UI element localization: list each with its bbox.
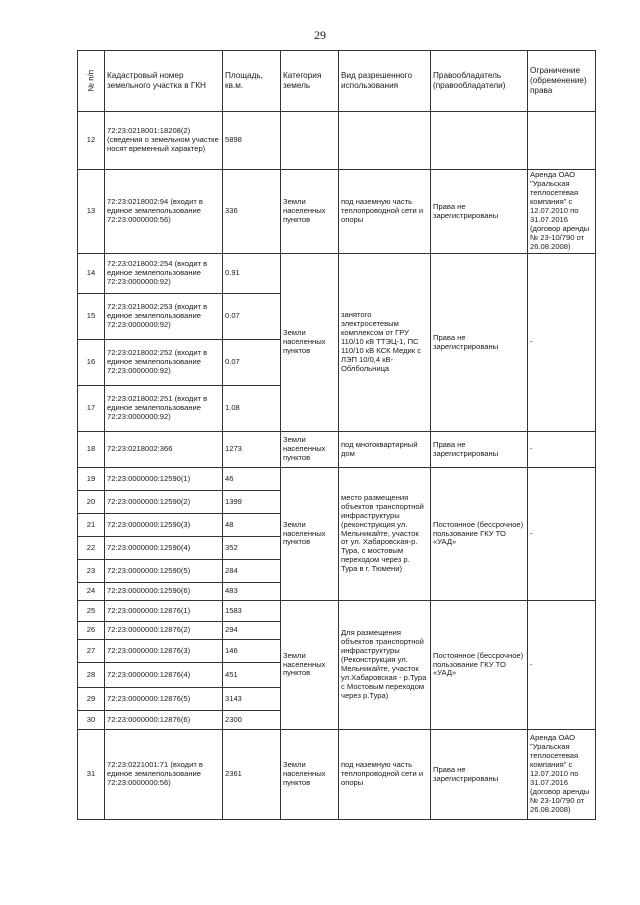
cadastral-number: 72:23:0000000:12876(4) xyxy=(105,663,223,688)
row-num: 24 xyxy=(78,583,105,601)
holder-cell xyxy=(431,112,528,170)
cadastral-number: 72:23:0218002:252 (входит в единое землепользование 72:23:0000000:92) xyxy=(105,340,223,386)
row-num: 27 xyxy=(78,640,105,663)
area-value: 3143 xyxy=(223,688,281,711)
area-value: 1583 xyxy=(223,601,281,622)
row-num: 25 xyxy=(78,601,105,622)
row-num: 22 xyxy=(78,537,105,560)
table-row xyxy=(78,170,596,254)
cadastral-number: 72:23:0218002:94 (входит в единое землепользование 72:23:0000000:56) xyxy=(105,170,223,254)
use-cell: Для размещения объектов транспортной инфраструктуры (Реконструкция ул. Мельникайте, участок ул.Хабаровская - р.Тура с Мостовым переходом через р.Тура) xyxy=(339,601,431,730)
use-cell: занятого электросетевым комплексом от ГРУ 110/10 кВ ТТЭЦ-1, ПС 110/10 кВ КСК Медик с ЛЭП 10/0,4 кВ-Облбольница xyxy=(339,254,431,432)
cadastral-number: 72:23:0000000:12590(6) xyxy=(105,583,223,601)
table-row xyxy=(78,112,596,170)
row-num: 12 xyxy=(78,112,105,170)
category-cell xyxy=(281,112,339,170)
area-value: 483 xyxy=(223,583,281,601)
cadastral-number: 72:23:0218002:253 (входит в единое землепользование 72:23:0000000:92) xyxy=(105,294,223,340)
cadastral-number: 72:23:0000000:12876(5) xyxy=(105,688,223,711)
table-row xyxy=(78,468,596,491)
table-row xyxy=(78,254,596,294)
restriction-cell: - xyxy=(528,468,596,601)
cadastral-number: 72:23:0000000:12590(2) xyxy=(105,491,223,514)
cadastral-number: 72:23:0000000:12876(1) xyxy=(105,601,223,622)
cadastral-number: 72:23:0218002:366 xyxy=(105,432,223,468)
row-num: 26 xyxy=(78,622,105,640)
area-value: 2300 xyxy=(223,711,281,730)
header-cadastral: Кадастровый номер земельного участка в ГКН xyxy=(105,51,223,112)
row-num: 21 xyxy=(78,514,105,537)
use-cell: под наземную часть теплопроводной сети и опоры xyxy=(339,170,431,254)
row-num: 15 xyxy=(78,294,105,340)
cadastral-number: 72:23:0218001:18208(2) (сведения о земельном участке носят временный характер) xyxy=(105,112,223,170)
header-use: Вид разрешенного использования xyxy=(339,51,431,112)
holder-cell: Права не зарегистрированы xyxy=(431,730,528,820)
holder-cell: Права не зарегистрированы xyxy=(431,170,528,254)
restriction-cell xyxy=(528,112,596,170)
area-value: 46 xyxy=(223,468,281,491)
area-value: 146 xyxy=(223,640,281,663)
category-cell: Земли населенных пунктов xyxy=(281,730,339,820)
table-header-row xyxy=(78,51,596,112)
row-num: 16 xyxy=(78,340,105,386)
row-num: 28 xyxy=(78,663,105,688)
area-value: 352 xyxy=(223,537,281,560)
area-value: 2361 xyxy=(223,730,281,820)
cadastral-number: 72:23:0000000:12876(3) xyxy=(105,640,223,663)
area-value: 0.07 xyxy=(223,294,281,340)
cadastral-number: 72:23:0218002:254 (входит в единое землепользование 72:23:0000000:92) xyxy=(105,254,223,294)
cadastral-number: 72:23:0218002:251 (входит в единое землепользование 72:23:0000000:92) xyxy=(105,386,223,432)
row-num: 29 xyxy=(78,688,105,711)
category-cell: Земли населенных пунктов xyxy=(281,432,339,468)
holder-cell: Постоянное (бессрочное) пользование ГКУ ТО «УАД» xyxy=(431,468,528,601)
category-cell: Земли населенных пунктов xyxy=(281,468,339,601)
header-restriction: Ограничение (обременение) права xyxy=(528,51,596,112)
area-value: 451 xyxy=(223,663,281,688)
header-category: Категория земель xyxy=(281,51,339,112)
cadastral-number: 72:23:0000000:12590(3) xyxy=(105,514,223,537)
cadastral-number: 72:23:0000000:12590(5) xyxy=(105,560,223,583)
row-num: 30 xyxy=(78,711,105,730)
restriction-cell: - xyxy=(528,432,596,468)
restriction-cell: Аренда ОАО "Уральская теплосетевая компания" с 12.07.2010 по 31.07.2016 (договор аренды № 23-10/790 от 26.08.2008) xyxy=(528,170,596,254)
area-value: 1273 xyxy=(223,432,281,468)
header-area: Площадь, кв.м. xyxy=(223,51,281,112)
table-row xyxy=(78,730,596,820)
area-value: 294 xyxy=(223,622,281,640)
area-value: 1.08 xyxy=(223,386,281,432)
row-num: 13 xyxy=(78,170,105,254)
row-num: 14 xyxy=(78,254,105,294)
area-value: 0.91 xyxy=(223,254,281,294)
use-cell xyxy=(339,112,431,170)
area-value: 1399 xyxy=(223,491,281,514)
area-value: 336 xyxy=(223,170,281,254)
category-cell: Земли населенных пунктов xyxy=(281,170,339,254)
area-value: 5898 xyxy=(223,112,281,170)
holder-cell: Права не зарегистрированы xyxy=(431,432,528,468)
use-cell: под многоквартирный дом xyxy=(339,432,431,468)
restriction-cell: Аренда ОАО "Уральская теплосетевая компания" с 12.07.2010 по 31.07.2016 (договор аренды № 23-10/790 от 26.08.2008) xyxy=(528,730,596,820)
header-holder: Правообладатель (правообладатели) xyxy=(431,51,528,112)
row-num: 19 xyxy=(78,468,105,491)
row-num: 18 xyxy=(78,432,105,468)
holder-cell: Права не зарегистрированы xyxy=(431,254,528,432)
cadastral-number: 72:23:0000000:12876(6) xyxy=(105,711,223,730)
restriction-cell: - xyxy=(528,254,596,432)
table-row xyxy=(78,601,596,622)
row-num: 20 xyxy=(78,491,105,514)
row-num: 31 xyxy=(78,730,105,820)
cadastral-number: 72:23:0000000:12876(2) xyxy=(105,622,223,640)
area-value: 0.07 xyxy=(223,340,281,386)
cadastral-number: 72:23:0000000:12590(1) xyxy=(105,468,223,491)
category-cell: Земли населенных пунктов xyxy=(281,254,339,432)
cadastral-number: 72:23:0221001:71 (входит в единое землепользование 72:23:0000000:56) xyxy=(105,730,223,820)
row-num: 23 xyxy=(78,560,105,583)
row-num: 17 xyxy=(78,386,105,432)
cadastral-number: 72:23:0000000:12590(4) xyxy=(105,537,223,560)
area-value: 48 xyxy=(223,514,281,537)
use-cell: место размещения объектов транспортной инфраструктуры (реконструкция ул. Мельникайте, участок от ул. Хабаровская-р. Тура, с мостовым переходом через р. Тура в г. Тюмени) xyxy=(339,468,431,601)
cadastral-table xyxy=(77,50,596,820)
category-cell: Земли населенных пунктов xyxy=(281,601,339,730)
area-value: 284 xyxy=(223,560,281,583)
restriction-cell: - xyxy=(528,601,596,730)
table-row xyxy=(78,432,596,468)
page-number: 29 xyxy=(314,28,326,42)
holder-cell: Постоянное (бессрочное) пользование ГКУ ТО «УАД» xyxy=(431,601,528,730)
use-cell: под наземную часть теплопроводной сети и опоры xyxy=(339,730,431,820)
header-num: № п/п xyxy=(78,51,105,112)
